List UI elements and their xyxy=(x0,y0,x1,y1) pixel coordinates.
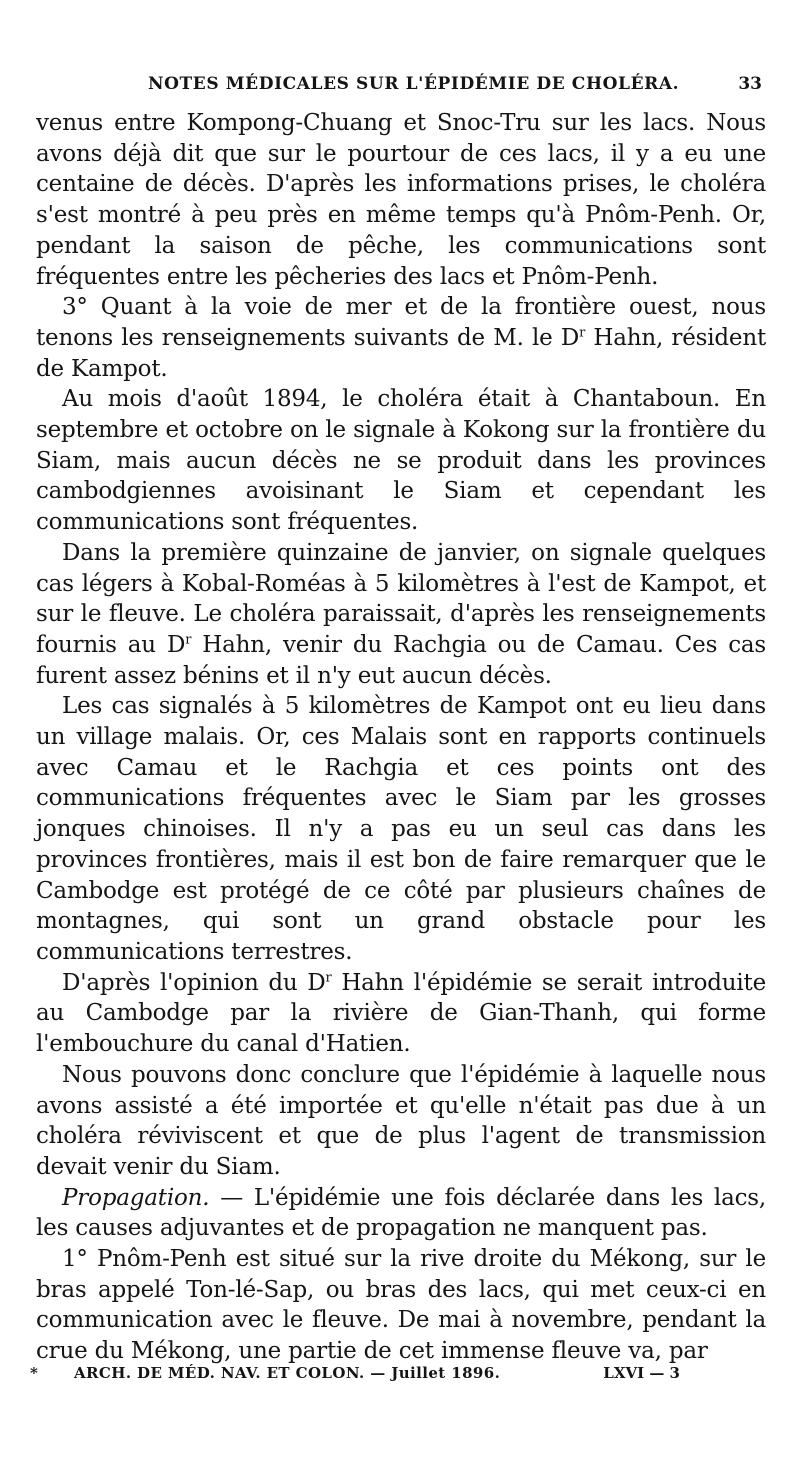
page-number: 33 xyxy=(738,74,762,94)
page-header xyxy=(36,74,770,104)
signature-mark: * xyxy=(30,1364,38,1382)
sheet-signature: LXVI — 3 xyxy=(603,1364,680,1382)
paragraph-9: 1° Pnôm-Penh est situé sur la rive droite du Mékong, sur le bras appelé Ton-lé-Sap, ou bras des lacs, qui met ceux-ci en communication avec le fleuve. De mai à novembre, pendant la crue du Mékong, une partie de cet immense fleuve va, par xyxy=(36,1246,766,1365)
paragraph-5: Les cas signalés à 5 kilomètres de Kampot ont eu lieu dans un village malais. Or, ces Malais sont en rapports continuels avec Camau et le Rachgia et ces points ont des communications fréquentes avec le Siam par les grosses jonques chinoises. Il n'y a pas eu un seul cas dans les provinces frontières, mais il est bon de faire remarquer que le Cambodge est protégé de ce côté par plusieurs chaînes de montagnes, qui sont un grand obstacle pour les communications terrestres. xyxy=(36,693,766,965)
paragraph-3: Au mois d'août 1894, le choléra était à Chantaboun. En septembre et octobre on le signale à Kokong sur la frontière du Siam, mais aucun décès ne se produit dans les provinces cambodgiennes avoisinant le Siam et cependant les communications sont fréquentes. xyxy=(36,386,766,536)
paragraph-7: Nous pouvons donc conclure que l'épidémie à laquelle nous avons assisté a été importée et qu'elle n'était pas due à un choléra réviviscent et que de plus l'agent de transmission devait venir du Siam. xyxy=(36,1061,766,1180)
paragraph-8: Propagation. — L'épidémie une fois déclarée dans les lacs, les causes adjuvantes et de propagation ne manquent pas. xyxy=(36,1184,766,1242)
paragraph-4: Dans la première quinzaine de janvier, on signale quelques cas légers à Kobal-Roméas à 5 kilomètres à l'est de Kampot, et sur le fleuve. Le choléra paraissait, d'après les renseignements fournis au $D^r$ Hahn, venir du Rachgia ou de Camau. Ces cas furent assez bénins et il n'y eut aucun décès. xyxy=(36,539,767,689)
section-heading-propagation: Propagation. xyxy=(62,1184,210,1211)
paragraph-1: venus entre Kompong-Chuang et Snoc-Tru sur les lacs. Nous avons déjà dit que sur le pourtour de ces lacs, il y a eu une centaine de décès. D'après les informations prises, le choléra s'est montré à peu près en même temps qu'à Pnôm-Penh. Or, pendant la saison de pêche, les communications sont fréquentes entre les pêcheries des lacs et Pnôm-Penh. xyxy=(36,110,766,290)
journal-citation: ARCH. DE MÉD. NAV. ET COLON. — Juillet 1896. xyxy=(74,1364,501,1382)
paragraph-2: 3° Quant à la voie de mer et de la frontière ouest, nous tenons les renseignements suivants de M. le $D^r$ Hahn, résident de Kampot. xyxy=(36,294,766,382)
page-footer xyxy=(30,1364,770,1388)
body-text xyxy=(36,108,766,1367)
paragraph-6: D'après l'opinion du $D^r$ Hahn l'épidémie se serait introduite au Cambodge par la rivière de Gian-Thanh, qui forme l'embouchure du canal d'Hatien. xyxy=(36,969,766,1058)
running-title: NOTES MÉDICALES SUR L'ÉPIDÉMIE DE CHOLÉRA. xyxy=(148,74,680,94)
